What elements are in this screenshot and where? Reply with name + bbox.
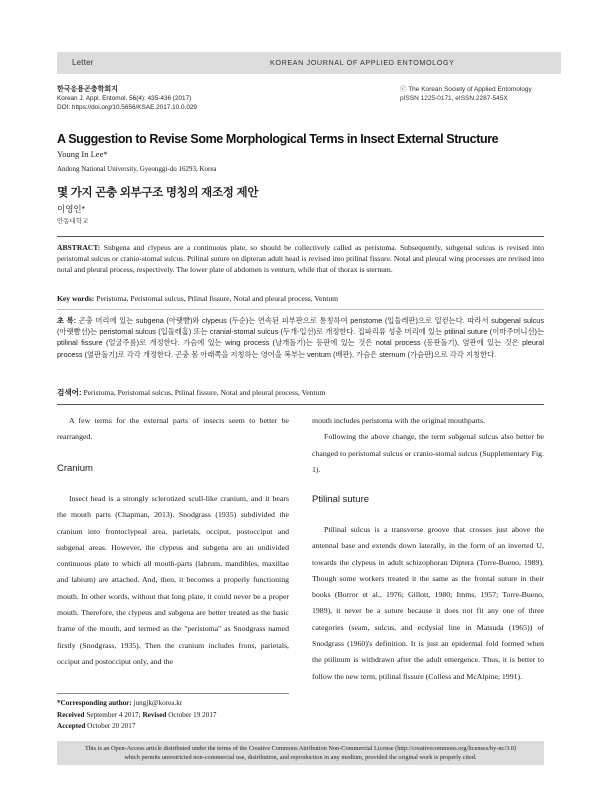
divider-top bbox=[57, 236, 544, 237]
korean-keywords-label: 검색어: bbox=[57, 388, 82, 397]
keywords-label: Key words: bbox=[57, 294, 95, 303]
korean-abstract-label: 초 록: bbox=[57, 316, 77, 325]
affiliation: Andong National University, Gyeonggi-do 16293, Korea bbox=[57, 165, 217, 173]
keywords-text: Peristoma, Peristomal sulcus, Ptlinal fissure, Notal and pleural process, Ventum bbox=[96, 294, 339, 303]
section-heading-cranium: Cranium bbox=[57, 463, 93, 474]
section-heading-ptilinal: Ptilinal suture bbox=[312, 494, 370, 505]
footnote bbox=[57, 698, 297, 733]
accepted-date: October 20 2017 bbox=[87, 722, 136, 730]
ptilinal-paragraph: Ptilinal sulcus is a transverse groove that crosses just above the antennal base and extends down laterally, in the form of an inverted U, towards the clypeus in adult schizophoran Diptera (Torre-Bueno, 1989). Though some workers treated it the same as the frontal suture in their books (Borror et al., 1976; Gillott, 1980; Imms, 1957; Torre-Bueno, 1989), it never be a suture because it does not fit any one of three categories (seam, sulcus, and ecdysial line in Matsuda (1965)) of Snodgrass (1960)'s definition. It is just an epidermal fold formed when the ptilinum is withdrawn after the adult emergence. Thus, it is better to follow the new term, ptilinal fissure (Colless and McAlpine, 1991). bbox=[312, 525, 544, 681]
abstract-label: ABSTRACT: bbox=[57, 243, 101, 252]
right-paragraph-2: Following the above change, the term subgenal sulcus also better be changed to peristomal sulcus or cranio-stomal sulcus (Supplementary Fig. 1). bbox=[312, 432, 544, 474]
korean-abstract-text: 곤충 머리에 있는 subgena (아랫뺨)와 clypeus (두순)는 연속된 피부판으로 통칭하여 peristome (입둘레판)으로 일컫는다. 따라서 subgenal sulcus (아랫뺨선)는 peristomal sulcus (입둘레홈) 또는 cranial-stomal sulcus (두개-입선)로 개정한다. 집파리류 성충 머리에 있는 ptilinal suture (이마주머니선)는 ptilinal fissure (얼굴주름)로 개정한다. 가슴에 있는 wing process (날개돌기)는 등판에 있는 것은 notal process (등판돌기), 옆판에 있는 것은 pleural process (옆판돌기)로 각각 개정한다. 곤충 몸 아래쪽을 지칭하는 영어을 복부는 ventum (배판), 가슴은 sternum (가슴판)으로 각각 지칭한다. bbox=[57, 316, 544, 359]
journal-name: KOREAN JOURNAL OF APPLIED ENTOMOLOGY bbox=[270, 58, 455, 67]
license-line-2: which permits unrestricted non-commercial use, distribution, and reproduction in any medium, provided the original work is properly cited. bbox=[124, 754, 477, 761]
left-column bbox=[57, 413, 289, 446]
keywords bbox=[57, 294, 544, 305]
received-date: September 4 2017; bbox=[86, 710, 141, 719]
korean-title: 몇 가지 곤충 외부구조 명칭의 재조정 제안 bbox=[57, 187, 259, 199]
revised-label: Revised bbox=[142, 710, 167, 719]
intro-paragraph: A few terms for the external parts of insects seem to better be rearranged. bbox=[57, 416, 289, 442]
revised-date: October 19 2017 bbox=[168, 710, 217, 719]
accepted-label: Accepted bbox=[57, 722, 86, 730]
corresponding-line bbox=[57, 698, 297, 710]
dates-line bbox=[57, 710, 297, 722]
citation-block bbox=[57, 85, 197, 112]
divider-abstract bbox=[57, 309, 544, 310]
korean-author: 이영인* bbox=[57, 204, 85, 214]
cranium-paragraph: Insect head is a strongly sclerotized scull-like cranium, and it bears the mouth parts (Chapman, 2013). Snodgrass (1935) subdivided the cranium into frontoclypeal area, parietals, occiput, postocciput and subgenal areas. However, the clypeus and subgena are an undivided continuous plate to which all mouth-parts (labrum, mandibles, maxillae and labium) are attached. And, then, it becomes a properly functioning mouth. In other words, without that long plate, it could never be a proper mouth. Therefore, the clypeus and subgena are better treated as the basic frame of the mouth, and termed as the "peristoma" as Snodgrass named firstly (Snodgrass, 1935). Then the cranium includes frons, parietals, occiput and postocciput only, and the bbox=[57, 494, 289, 666]
footnote-divider bbox=[57, 693, 289, 694]
korean-keywords bbox=[57, 388, 544, 399]
received-label: Received bbox=[57, 710, 85, 719]
license-text bbox=[60, 744, 541, 762]
divider-body bbox=[57, 404, 544, 405]
corresponding-label: *Corresponding author: bbox=[57, 699, 132, 707]
journal-korean: 한국응용곤충학회지 bbox=[57, 86, 118, 93]
ptilinal-section bbox=[312, 522, 544, 685]
korean-abstract bbox=[57, 315, 544, 360]
corresponding-email[interactable]: jungjk@korea.kr bbox=[133, 699, 183, 707]
right-column bbox=[312, 413, 544, 478]
copyright-block bbox=[400, 85, 532, 103]
license-line-1: This is an Open-Access article distributed under the terms of the Creative Commons Attribution Non-Commercial License (http://creativecommons.org/licenses/by-nc/3.0) bbox=[84, 745, 517, 752]
cranium-section bbox=[57, 491, 289, 670]
accepted-line bbox=[57, 721, 297, 733]
korean-keywords-text: Peristoma, Peristomal sulcus, Ptlinal fissure, Notal and pleural process, Ventum bbox=[83, 388, 326, 397]
korean-affiliation: 안동대학교 bbox=[57, 218, 89, 225]
article-type-label: Letter bbox=[72, 58, 94, 67]
copyright: ⓒ The Korean Society of Applied Entomology bbox=[400, 86, 532, 93]
citation: Korean J. Appl. Entomol. 56(4): 435-436 (2017) bbox=[57, 95, 192, 102]
right-paragraph-1: mouth includes peristoma with the original mouthparts. bbox=[312, 416, 486, 425]
issn: pISSN 1225-0171, eISSN 2287-545X bbox=[400, 95, 508, 102]
abstract-text: Subgena and clypeus are a continuous plate, so should be collectively called as peristoma. Subsequently, subgenal sulcus is revised into peristomal sulcus or cranio-stomal sulcus. Ptilinal suture on dipteran adult head is revised into ptilinal fissure. Notal and pleural wing processes are revised into notal and pleural process, respectively. The lower plate of abdomen is venturn, while that of thorax is sternum. bbox=[57, 243, 544, 274]
article-title: A Suggestion to Revise Some Morphological Terms in Insect External Structure bbox=[57, 132, 499, 146]
author-name: Young In Lee* bbox=[57, 149, 108, 159]
abstract bbox=[57, 243, 544, 275]
doi-link[interactable]: DOI: https://doi.org/10.5656/KSAE.2017.10.0.029 bbox=[57, 104, 197, 111]
